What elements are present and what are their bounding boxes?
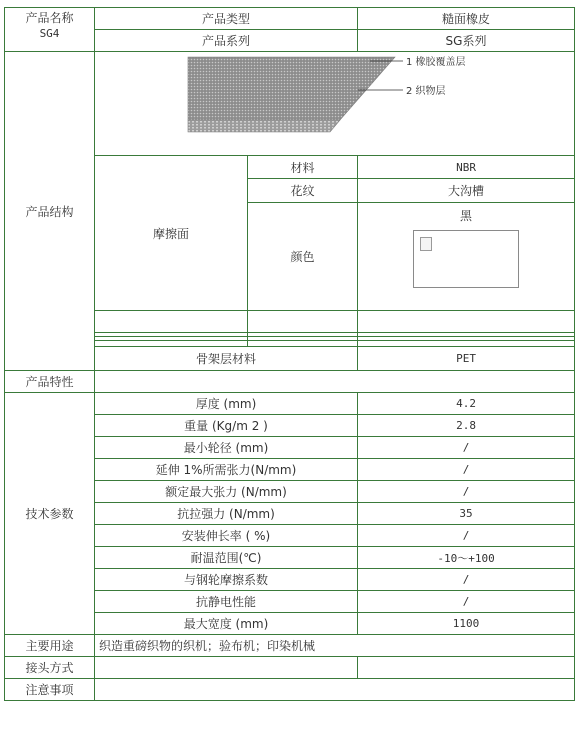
tech-row-value: /	[358, 481, 575, 503]
material-label: 材料	[248, 156, 358, 179]
product-series-label: 产品系列	[95, 30, 358, 52]
empty-cell-a	[95, 311, 248, 333]
tech-row-value: /	[358, 569, 575, 591]
tech-row-name: 安装伸长率 ( %)	[95, 525, 358, 547]
fabric-layer	[188, 120, 340, 132]
features-label: 产品特性	[5, 371, 95, 393]
usage-label: 主要用途	[5, 635, 95, 657]
usage-value: 织造重磅织物的织机；验布机；印染机械	[95, 635, 575, 657]
joint-value	[95, 657, 358, 679]
rubber-cover-layer	[188, 57, 395, 120]
color-value-cell	[358, 203, 575, 311]
product-spec-table	[4, 7, 575, 701]
tech-row-name: 最大宽度 (mm)	[95, 613, 358, 635]
pattern-value: 大沟槽	[358, 179, 575, 203]
joint-label: 接头方式	[5, 657, 95, 679]
tech-row-name: 厚度 (mm)	[95, 393, 358, 415]
product-type-label: 产品类型	[95, 8, 358, 30]
belt-structure-diagram	[100, 52, 570, 152]
diagram-label-2: 2 织物层	[405, 86, 446, 97]
joint-extra-cell	[358, 657, 575, 679]
empty-cell-b	[248, 311, 358, 333]
tech-row-name: 延伸 1%所需张力(N/mm)	[95, 459, 358, 481]
pattern-label: 花纹	[248, 179, 358, 203]
product-type-value: 糙面橡皮	[358, 8, 575, 30]
broken-image-icon	[420, 237, 432, 251]
skeleton-material-value: PET	[358, 347, 575, 371]
product-name-label: 产品名称	[25, 11, 74, 25]
material-value: NBR	[358, 156, 575, 179]
color-swatch-image	[413, 230, 519, 288]
structure-diagram-cell	[95, 52, 575, 156]
tech-row-value: /	[358, 459, 575, 481]
tech-row-name: 抗拉强力 (N/mm)	[95, 503, 358, 525]
structure-label: 产品结构	[5, 52, 95, 371]
skeleton-material-label: 骨架层材料	[95, 347, 358, 371]
tech-row-value: 1100	[358, 613, 575, 635]
friction-surface-label: 摩擦面	[95, 156, 248, 311]
empty-cell-c	[358, 311, 575, 333]
tech-row-name: 抗静电性能	[95, 591, 358, 613]
notes-label: 注意事项	[5, 679, 95, 701]
color-value: 黑	[460, 209, 473, 223]
tech-params-label: 技术参数	[5, 393, 95, 635]
tech-row-value: /	[358, 525, 575, 547]
tech-row-name: 重量 (Kg/m 2 )	[95, 415, 358, 437]
features-value	[95, 371, 575, 393]
diagram-label-1: 1 橡胶覆盖层	[405, 57, 466, 68]
color-label: 颜色	[248, 203, 358, 311]
product-series-value: SG系列	[358, 30, 575, 52]
product-name-cell	[5, 8, 95, 52]
tech-row-name: 最小轮径 (mm)	[95, 437, 358, 459]
tech-row-name: 额定最大张力 (N/mm)	[95, 481, 358, 503]
notes-value	[95, 679, 575, 701]
tech-row-value: /	[358, 591, 575, 613]
tech-row-name: 与钢轮摩擦系数	[95, 569, 358, 591]
tech-row-value: 4.2	[358, 393, 575, 415]
tech-row-value: 2.8	[358, 415, 575, 437]
tech-row-value: 35	[358, 503, 575, 525]
tech-row-value: -10～+100	[358, 547, 575, 569]
product-name-value: SG4	[39, 27, 60, 40]
tech-row-name: 耐温范围(℃)	[95, 547, 358, 569]
tech-row-value: /	[358, 437, 575, 459]
